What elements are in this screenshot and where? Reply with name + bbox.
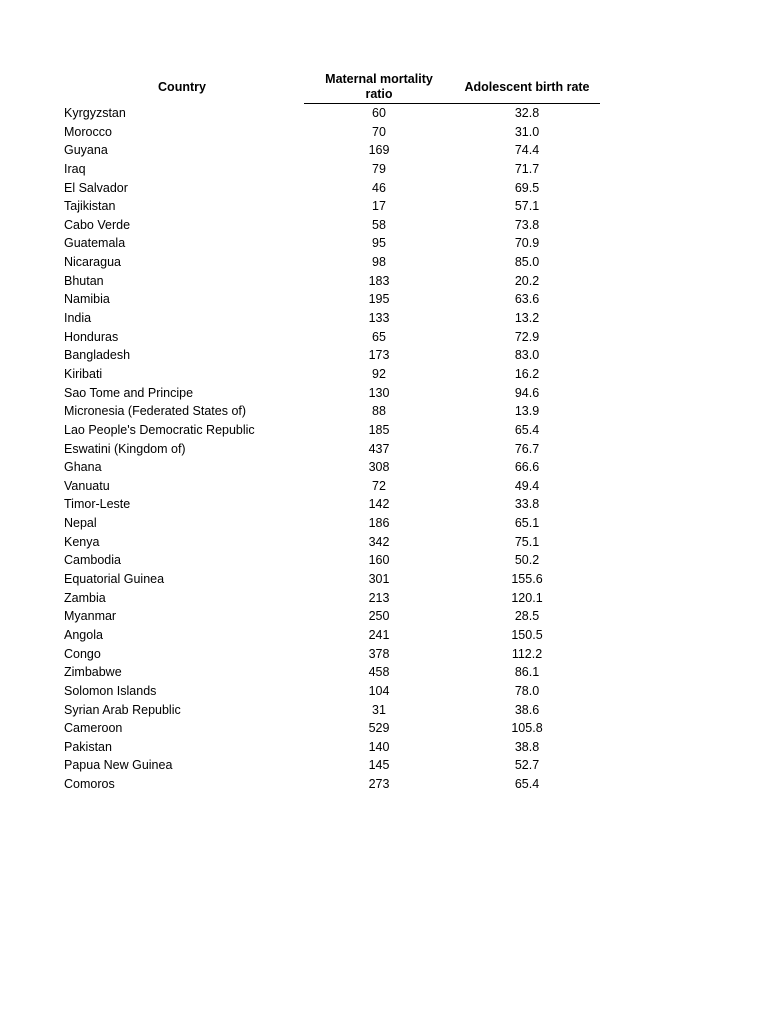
- cell-maternal-mortality-ratio: 437: [368, 441, 390, 456]
- cell-country: Angola: [64, 627, 103, 642]
- cell-adolescent-birth-rate: 74.4: [514, 143, 540, 158]
- data-table: [62, 70, 602, 794]
- table-row: [62, 290, 602, 309]
- table-row: [62, 123, 602, 142]
- header-mmr-line1: Maternal mortality: [325, 72, 433, 86]
- cell-country: Ghana: [64, 460, 102, 475]
- cell-maternal-mortality-ratio: 378: [368, 646, 390, 661]
- cell-maternal-mortality-ratio: 133: [368, 311, 390, 326]
- cell-country: El Salvador: [64, 180, 128, 195]
- table-row: [62, 589, 602, 608]
- cell-maternal-mortality-ratio: 183: [368, 273, 390, 288]
- cell-adolescent-birth-rate: 57.1: [514, 199, 540, 214]
- table-row: [62, 365, 602, 384]
- cell-maternal-mortality-ratio: 104: [368, 683, 390, 698]
- cell-adolescent-birth-rate: 120.1: [511, 590, 543, 605]
- cell-adolescent-birth-rate: 31.0: [514, 124, 540, 139]
- cell-country: Cambodia: [64, 553, 121, 568]
- table-row: [62, 234, 602, 253]
- cell-maternal-mortality-ratio: 130: [368, 385, 390, 400]
- cell-adolescent-birth-rate: 49.4: [514, 478, 540, 493]
- cell-adolescent-birth-rate: 65.4: [514, 777, 540, 792]
- cell-adolescent-birth-rate: 28.5: [514, 609, 540, 624]
- cell-maternal-mortality-ratio: 169: [368, 143, 390, 158]
- cell-maternal-mortality-ratio: 60: [372, 106, 386, 120]
- cell-adolescent-birth-rate: 75.1: [514, 534, 540, 549]
- cell-adolescent-birth-rate: 150.5: [511, 627, 543, 642]
- cell-maternal-mortality-ratio: 46: [372, 180, 386, 195]
- cell-country: Kenya: [64, 534, 100, 549]
- cell-adolescent-birth-rate: 13.2: [514, 311, 540, 326]
- header-country: Country: [158, 80, 206, 94]
- cell-adolescent-birth-rate: 73.8: [514, 217, 540, 232]
- table-row: [62, 458, 602, 477]
- table-row: [62, 719, 602, 738]
- cell-adolescent-birth-rate: 13.9: [514, 404, 540, 419]
- table-row: [62, 682, 602, 701]
- cell-adolescent-birth-rate: 71.7: [514, 161, 540, 176]
- table-row: [62, 701, 602, 720]
- table-row: [62, 775, 602, 794]
- cell-adolescent-birth-rate: 63.6: [514, 292, 540, 307]
- cell-adolescent-birth-rate: 112.2: [511, 646, 543, 661]
- table-row: [62, 756, 602, 775]
- cell-country: Zambia: [64, 590, 106, 605]
- cell-country: Timor-Leste: [64, 497, 131, 512]
- header-adolescent-birth-rate: Adolescent birth rate: [464, 80, 590, 94]
- cell-maternal-mortality-ratio: 301: [368, 572, 390, 587]
- table-row: [62, 514, 602, 533]
- cell-country: Iraq: [64, 161, 86, 176]
- table-row: [62, 626, 602, 645]
- cell-adolescent-birth-rate: 83.0: [514, 348, 540, 363]
- table-row: [62, 253, 602, 272]
- cell-country: Syrian Arab Republic: [64, 702, 181, 717]
- cell-maternal-mortality-ratio: 273: [368, 777, 390, 792]
- table-row: [62, 477, 602, 496]
- cell-country: Solomon Islands: [64, 683, 157, 698]
- table-row: [62, 533, 602, 552]
- table-row: [62, 346, 602, 365]
- cell-maternal-mortality-ratio: 342: [368, 534, 390, 549]
- cell-country: Guatemala: [64, 236, 126, 251]
- table-body: [62, 104, 602, 794]
- table-row: [62, 663, 602, 682]
- header-mmr-line2: ratio: [365, 87, 393, 101]
- cell-maternal-mortality-ratio: 95: [372, 236, 386, 251]
- cell-country: Morocco: [64, 124, 112, 139]
- cell-adolescent-birth-rate: 69.5: [514, 180, 540, 195]
- table-row: [62, 309, 602, 328]
- cell-adolescent-birth-rate: 65.4: [514, 422, 540, 437]
- cell-adolescent-birth-rate: 20.2: [514, 273, 540, 288]
- cell-country: Cabo Verde: [64, 217, 131, 232]
- cell-maternal-mortality-ratio: 250: [368, 609, 390, 624]
- cell-country: Nepal: [64, 516, 97, 531]
- table-row: [62, 384, 602, 403]
- cell-adolescent-birth-rate: 38.8: [514, 739, 540, 754]
- cell-adolescent-birth-rate: 76.7: [514, 441, 540, 456]
- cell-maternal-mortality-ratio: 79: [372, 161, 386, 176]
- cell-maternal-mortality-ratio: 173: [368, 348, 390, 363]
- table-row: [62, 495, 602, 514]
- cell-adolescent-birth-rate: 78.0: [514, 683, 540, 698]
- table-row: [62, 141, 602, 160]
- cell-country: Lao People's Democratic Republic: [64, 422, 255, 437]
- cell-country: Namibia: [64, 292, 110, 307]
- cell-country: Kiribati: [64, 366, 103, 381]
- cell-maternal-mortality-ratio: 241: [368, 627, 390, 642]
- cell-country: Congo: [64, 646, 101, 661]
- table-row: [62, 570, 602, 589]
- cell-country: India: [64, 311, 92, 326]
- table-row: [62, 645, 602, 664]
- cell-adolescent-birth-rate: 72.9: [514, 329, 540, 344]
- cell-country: Vanuatu: [64, 478, 110, 493]
- cell-adolescent-birth-rate: 66.6: [514, 460, 540, 475]
- cell-adolescent-birth-rate: 32.8: [514, 106, 540, 120]
- cell-country: Tajikistan: [64, 199, 116, 214]
- cell-maternal-mortality-ratio: 98: [372, 255, 386, 270]
- cell-country: Micronesia (Federated States of): [64, 404, 247, 419]
- cell-adolescent-birth-rate: 33.8: [514, 497, 540, 512]
- table-row: [62, 272, 602, 291]
- cell-maternal-mortality-ratio: 185: [368, 422, 390, 437]
- cell-adolescent-birth-rate: 38.6: [514, 702, 540, 717]
- table-header: [62, 70, 602, 104]
- cell-country: Pakistan: [64, 739, 112, 754]
- cell-country: Comoros: [64, 777, 115, 792]
- cell-country: Sao Tome and Principe: [64, 385, 194, 400]
- cell-maternal-mortality-ratio: 88: [372, 404, 386, 419]
- cell-maternal-mortality-ratio: 458: [368, 665, 390, 680]
- cell-country: Bangladesh: [64, 348, 131, 363]
- cell-maternal-mortality-ratio: 140: [368, 739, 390, 754]
- cell-maternal-mortality-ratio: 160: [368, 553, 390, 568]
- cell-maternal-mortality-ratio: 70: [372, 124, 386, 139]
- table-row: [62, 738, 602, 757]
- cell-adolescent-birth-rate: 52.7: [514, 758, 540, 773]
- cell-country: Eswatini (Kingdom of): [64, 441, 186, 456]
- cell-country: Nicaragua: [64, 255, 121, 270]
- cell-adolescent-birth-rate: 155.6: [511, 572, 543, 587]
- cell-maternal-mortality-ratio: 17: [372, 199, 386, 214]
- cell-maternal-mortality-ratio: 65: [372, 329, 386, 344]
- cell-country: Honduras: [64, 329, 119, 344]
- cell-adolescent-birth-rate: 70.9: [514, 236, 540, 251]
- cell-country: Zimbabwe: [64, 665, 122, 680]
- cell-maternal-mortality-ratio: 142: [368, 497, 390, 512]
- cell-maternal-mortality-ratio: 213: [368, 590, 390, 605]
- table-row: [62, 440, 602, 459]
- table-row: [62, 402, 602, 421]
- table-row: [62, 551, 602, 570]
- header-maternal-mortality-ratio: [304, 72, 454, 102]
- cell-maternal-mortality-ratio: 308: [368, 460, 390, 475]
- cell-adolescent-birth-rate: 16.2: [514, 366, 540, 381]
- cell-maternal-mortality-ratio: 529: [368, 721, 390, 736]
- table-row: [62, 216, 602, 235]
- cell-maternal-mortality-ratio: 92: [372, 366, 386, 381]
- cell-country: Kyrgyzstan: [64, 106, 126, 120]
- table-row: [62, 607, 602, 626]
- cell-maternal-mortality-ratio: 72: [372, 478, 386, 493]
- table-row: [62, 179, 602, 198]
- table-row: [62, 160, 602, 179]
- table-row: [62, 328, 602, 347]
- cell-adolescent-birth-rate: 50.2: [514, 553, 540, 568]
- cell-maternal-mortality-ratio: 186: [368, 516, 390, 531]
- cell-country: Guyana: [64, 143, 108, 158]
- cell-maternal-mortality-ratio: 31: [372, 702, 386, 717]
- cell-adolescent-birth-rate: 105.8: [511, 721, 543, 736]
- cell-adolescent-birth-rate: 85.0: [514, 255, 540, 270]
- cell-country: Papua New Guinea: [64, 758, 173, 773]
- cell-adolescent-birth-rate: 65.1: [514, 516, 540, 531]
- table-row: [62, 104, 602, 123]
- table-row: [62, 197, 602, 216]
- cell-country: Cameroon: [64, 721, 123, 736]
- cell-country: Myanmar: [64, 609, 117, 624]
- cell-maternal-mortality-ratio: 58: [372, 217, 386, 232]
- cell-country: Bhutan: [64, 273, 104, 288]
- cell-maternal-mortality-ratio: 145: [368, 758, 390, 773]
- cell-country: Equatorial Guinea: [64, 572, 165, 587]
- cell-adolescent-birth-rate: 86.1: [514, 665, 540, 680]
- cell-maternal-mortality-ratio: 195: [368, 292, 390, 307]
- table-row: [62, 421, 602, 440]
- cell-adolescent-birth-rate: 94.6: [514, 385, 540, 400]
